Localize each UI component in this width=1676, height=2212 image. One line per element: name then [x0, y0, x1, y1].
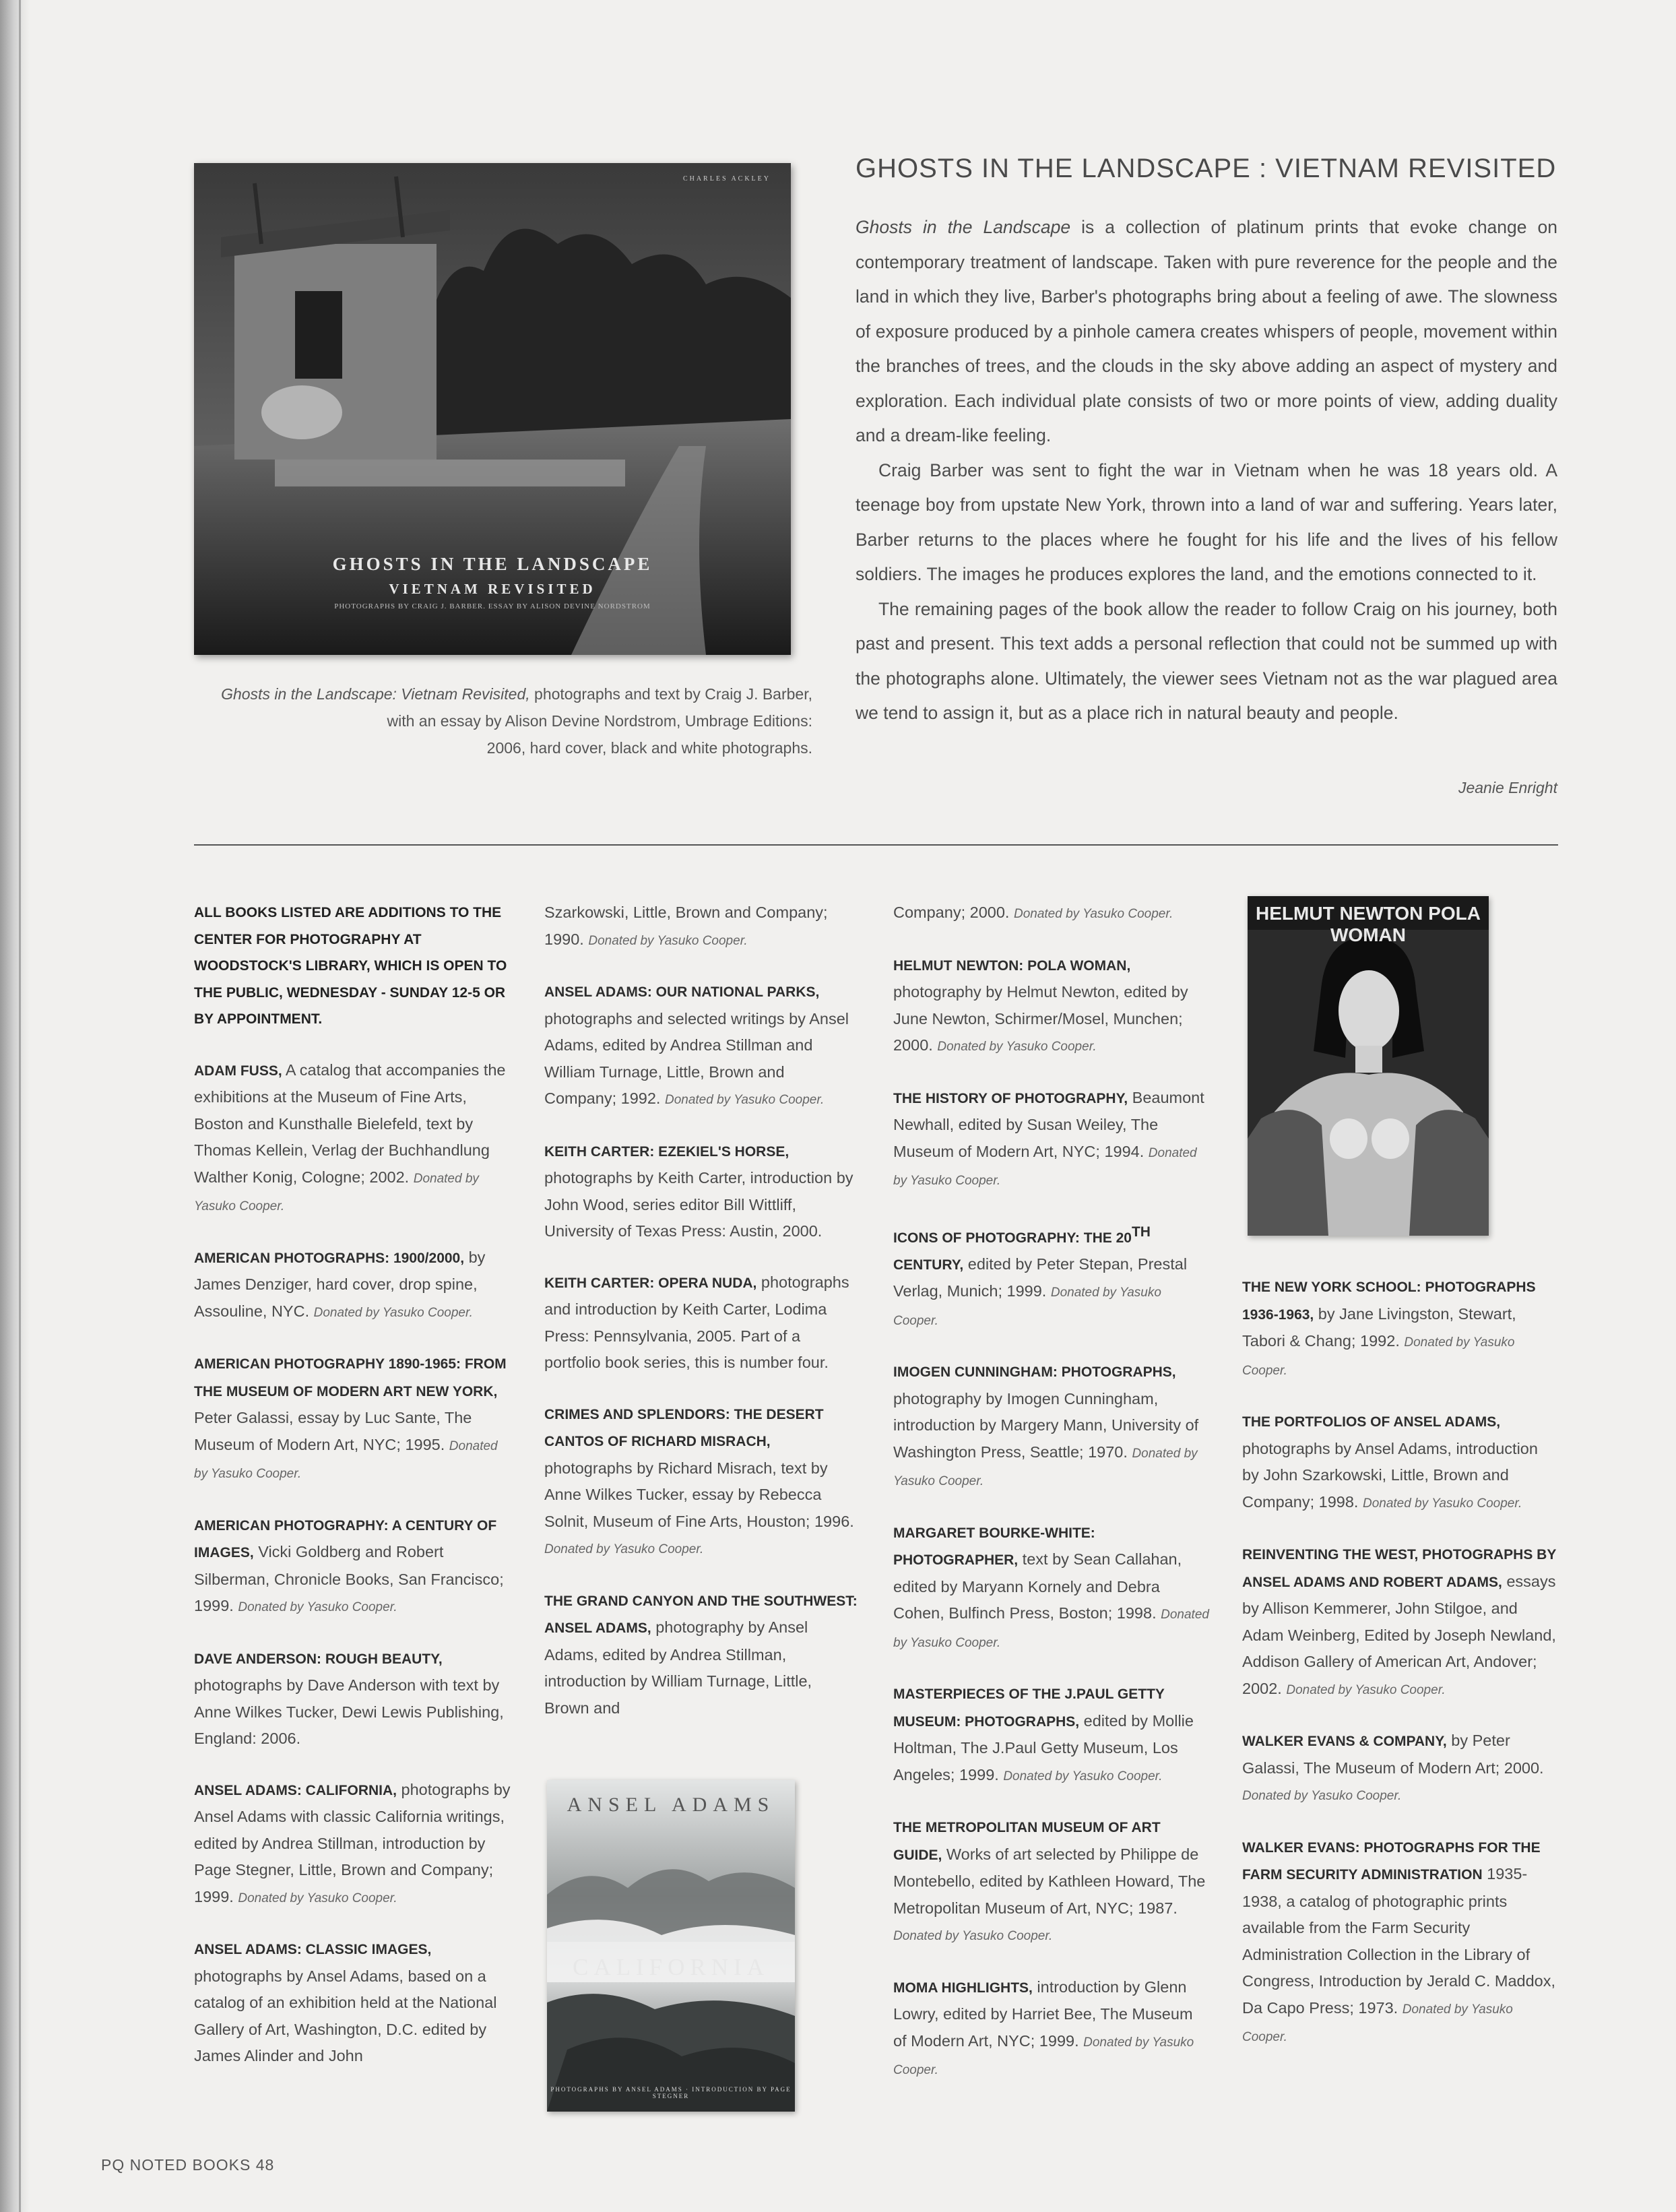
book-entry [1242, 1728, 1559, 1810]
books-column-1 [194, 899, 512, 2094]
caption-line1: photographs and text by Craig J. Barber, [529, 685, 812, 703]
book-title-superscript: TH [1131, 1224, 1151, 1240]
ghosts-book-cover-photo [194, 163, 791, 655]
book-entry [194, 1244, 512, 1327]
book-title: ANSEL ADAMS: OUR NATIONAL PARKS, [544, 984, 820, 1000]
caption-line3: 2006, hard cover, black and white photographs. [486, 739, 812, 757]
book-entry [1242, 1273, 1559, 1384]
donor-note: Donated by Yasuko Cooper. [1242, 2002, 1513, 2044]
cover-subtitle: VIETNAM REVISITED [389, 581, 596, 597]
book-entry [893, 952, 1210, 1061]
book-title: KEITH CARTER: OPERA NUDA, [544, 1275, 757, 1291]
california-cover-illustration [547, 1780, 795, 2112]
book-details: photographs by Ansel Adams with classic California writings, edited by Andrea Stillman, introduction by Page Stegner, Little, Brown and Company; 1999. [194, 1780, 511, 1905]
donor-note: Donated by Yasuko Cooper. [893, 1446, 1198, 1489]
donor-note: Donated by Yasuko Cooper. [893, 1929, 1053, 1944]
book-entry [544, 1587, 861, 1722]
book-title: MARGARET BOURKE-WHITE: PHOTOGRAPHER, [893, 1525, 1095, 1569]
book-title: MASTERPIECES OF THE J.PAUL GETTY MUSEUM: PHOTOGRAPHS, [893, 1686, 1165, 1730]
book-entry [893, 1219, 1210, 1335]
book-entry [194, 1936, 512, 2070]
book-entry [893, 1358, 1210, 1495]
book-entry [544, 978, 861, 1114]
book-title: KEITH CARTER: EZEKIEL'S HORSE, [544, 1143, 789, 1160]
section-divider [194, 844, 1558, 846]
book-entry [194, 1057, 512, 1220]
book-entry-continued [544, 899, 861, 954]
books-column-3 [893, 899, 1210, 2108]
book-title: ANSEL ADAMS: CALIFORNIA, [194, 1782, 397, 1798]
book-title: AMERICAN PHOTOGRAPHY 1890-1965: FROM THE MUSEUM OF MODERN ART NEW YORK, [194, 1356, 507, 1399]
book-title: HELMUT NEWTON: POLA WOMAN, [893, 957, 1131, 974]
book-entry [544, 1138, 861, 1245]
book-entry [893, 1974, 1210, 2084]
donor-note: Donated by Yasuko Cooper. [194, 1171, 479, 1213]
book-title: THE GRAND CANYON AND THE SOUTHWEST: ANSEL ADAMS, [544, 1593, 858, 1636]
book-details: photography by Helmut Newton, edited by June Newton, Schirmer/Mosel, Munchen; 2000. [893, 983, 1188, 1054]
book-details: Beaumont Newhall, edited by Susan Weiley, The Museum of Modern Art, NYC; 1994. [893, 1088, 1204, 1160]
book-details: photographs by Richard Misrach, text by Anne Wilkes Tucker, essay by Rebecca Solnit, Museum of Fine Arts, Houston; 1996. [544, 1459, 854, 1530]
book-details: by Peter Galassi, The Museum of Modern Art; 2000. [1242, 1732, 1544, 1777]
book-title: ANSEL ADAMS: CLASSIC IMAGES, [194, 1942, 432, 1957]
book-details: essays by Allison Kemmerer, John Stilgoe, and Adam Weinberg, Edited by Joseph Newland, Addison Gallery of American Art, Andover; 2002. [1242, 1572, 1556, 1697]
book-entry [1242, 1834, 1559, 2051]
donor-note: Donated by Yasuko Cooper. [1242, 1789, 1402, 1803]
book-title: THE PORTFOLIOS OF ANSEL ADAMS, [1242, 1414, 1501, 1430]
book-title: MOMA HIGHLIGHTS, [893, 1980, 1033, 1996]
book-title-end: CENTURY, [893, 1257, 964, 1273]
donor-note: Donated by Yasuko Cooper. [1362, 1496, 1522, 1511]
donor-note: Donated by Yasuko Cooper. [664, 1093, 825, 1107]
photo-caption [194, 681, 812, 761]
donor-note: Donated by Yasuko Cooper. [1286, 1682, 1446, 1697]
feature-article [856, 210, 1557, 731]
books-intro: ALL BOOKS LISTED ARE ADDITIONS TO THE CENTER FOR PHOTOGRAPHY AT WOODSTOCK'S LIBRARY, WHICH IS OPEN TO THE PUBLIC, WEDNESDAY - SUNDAY 12-5 OR BY APPOINTMENT. [194, 905, 507, 1027]
book-title: AMERICAN PHOTOGRAPHY: A CENTURY OF IMAGES, [194, 1517, 497, 1560]
caption-line2: with an essay by Alison Devine Nordstrom, Umbrage Editions: [387, 712, 812, 730]
book-details: by Jane Livingston, Stewart, Tabori & Chang; 1992. [1242, 1304, 1516, 1350]
book-entry [194, 1512, 512, 1621]
book-title: REINVENTING THE WEST, PHOTOGRAPHS BY ANSEL ADAMS AND ROBERT ADAMS, [1242, 1547, 1556, 1590]
ansel-adams-california-cover [547, 1780, 795, 2112]
feature-paragraph-1-text: is a collection of platinum prints that evoke change on contemporary treatment of landscape. Taken with pure reverence for the people and the land in which they live, Barber's photographs bring about a feeling of awe. The slowness of exposure produced by a pinhole camera creates whispers of people, movement within the branches of trees, and the clouds in the sky above adding an aspect of mystery and exploration. Each individual plate consists of two or more points of view, adding duality and a dream-like feeling. [856, 217, 1557, 445]
california-cover-credit: PHOTOGRAPHS BY ANSEL ADAMS · INTRODUCTION BY PAGE STEGNER [550, 2086, 792, 2099]
pola-cover-title: HELMUT NEWTON POLA WOMAN [1256, 903, 1481, 945]
donor-note: Donated by Yasuko Cooper. [313, 1305, 473, 1320]
book-title: IMOGEN CUNNINGHAM: PHOTOGRAPHS, [893, 1364, 1176, 1381]
feature-paragraph-2: Craig Barber was sent to fight the war in Vietnam when he was 18 years old. A teenage boy from upstate New York, thrown into a land of war and suffering. Years later, Barber returns to the places where he fought for his life and the lives of his fellow soldiers. The images he produces explores the land, and the emotions connected to it. [856, 460, 1557, 584]
feature-book-title: Ghosts in the Landscape [856, 217, 1071, 237]
cover-title: GHOSTS IN THE LANDSCAPE [332, 554, 653, 574]
book-entry [893, 1085, 1210, 1195]
book-details: photography by Imogen Cunningham, introduction by Margery Mann, University of Washington Press, Seattle; 1970. [893, 1389, 1199, 1461]
books-column-2 [544, 899, 861, 1746]
book-title: WALKER EVANS: PHOTOGRAPHS FOR THE FARM SECURITY ADMINISTRATION [1242, 1839, 1541, 1883]
donor-note: Donated by Yasuko Cooper. [238, 1891, 397, 1905]
book-title: WALKER EVANS & COMPANY, [1242, 1734, 1447, 1749]
book-title: AMERICAN PHOTOGRAPHS: 1900/2000, [194, 1250, 465, 1266]
book-entry [194, 1777, 512, 1912]
book-title: THE HISTORY OF PHOTOGRAPHY, [893, 1090, 1128, 1106]
donor-note: Donated by Yasuko Cooper. [238, 1600, 397, 1614]
book-title: CRIMES AND SPLENDORS: THE DESERT CANTOS OF RICHARD MISRACH, [544, 1406, 824, 1449]
donor-note: Donated by Yasuko Cooper. [1003, 1769, 1163, 1783]
page-footer: PQ NOTED BOOKS 48 [101, 2156, 275, 2174]
book-details: A catalog that accompanies the exhibitions at the Museum of Fine Arts, Boston and Kunsthalle Bielefeld, text by Thomas Kellein, Verlag der Buchhandlung Walther Konig, Cologne; 2002. [194, 1061, 506, 1186]
book-title: ADAM FUSS, [194, 1063, 282, 1079]
book-details: introduction by Glenn Lowry, edited by Harriet Bee, The Museum of Modern Art, NYC; 1999. [893, 1978, 1193, 2050]
feature-paragraph-1 [856, 210, 1557, 453]
book-details: edited by Mollie Holtman, The J.Paul Getty Museum, Los Angeles; 1999. [893, 1711, 1194, 1783]
book-entry [1242, 1408, 1559, 1517]
book-details: Vicki Goldberg and Robert Silberman, Chronicle Books, San Francisco; 1999. [194, 1543, 504, 1614]
book-title: THE METROPOLITAN MUSEUM OF ART GUIDE, [893, 1820, 1161, 1863]
donor-note: Donated by Yasuko Cooper. [1013, 907, 1173, 921]
donor-note: Donated by Yasuko Cooper. [893, 1608, 1209, 1650]
book-title: DAVE ANDERSON: ROUGH BEAUTY, [194, 1651, 443, 1667]
book-entry [544, 1401, 861, 1563]
book-details: 1935-1938, a catalog of photographic prints available from the Farm Security Administration Collection in the Library of Congress, Introduction by Jerald C. Maddox, Da Capo Press; 1973. [1242, 1865, 1556, 2017]
book-details: photographs by Dave Anderson with text by Anne Wilkes Tucker, Dewi Lewis Publishing, England: 2006. [194, 1676, 504, 1747]
book-details: photographs by Ansel Adams, introduction by John Szarkowski, Little, Brown and Company; 1998. [1242, 1439, 1538, 1511]
book-entry [194, 1350, 512, 1488]
book-details: photographs and selected writings by Ansel Adams, edited by Andrea Stillman and William Turnage, Little, Brown and Company; 1992. [544, 1009, 849, 1107]
book-title: ICONS OF PHOTOGRAPHY: THE 20 [893, 1230, 1132, 1246]
book-entry [893, 1680, 1210, 1790]
book-details: Works of art selected by Philippe de Montebello, edited by Kathleen Howard, The Metropolitan Museum of Art, NYC; 1987. [893, 1845, 1206, 1917]
book-details: photographs and introduction by Keith Carter, Lodima Press: Pennsylvania, 2005. Part of a portfolio book series, this is number four. [544, 1273, 849, 1371]
california-cover-author: ANSEL ADAMS [567, 1794, 775, 1816]
article-author: Jeanie Enright [1458, 779, 1557, 796]
cover-credit: PHOTOGRAPHS BY CRAIG J. BARBER. ESSAY BY ALISON DEVINE NORDSTROM [334, 602, 651, 610]
page-spine-shadow [0, 0, 30, 2212]
book-details: Szarkowski, Little, Brown and Company; 1990. [544, 904, 828, 948]
donor-note: Donated by Yasuko Cooper. [1242, 1335, 1515, 1378]
binding-line [19, 0, 21, 2212]
book-details: Peter Galassi, essay by Luc Sante, The Museum of Modern Art, NYC; 1995. [194, 1409, 472, 1453]
donor-note: Donated by Yasuko Cooper. [194, 1439, 498, 1481]
caption-book-title: Ghosts in the Landscape: Vietnam Revisited, [221, 685, 530, 703]
cover-top-text: CHARLES ACKLEY [682, 175, 771, 183]
donor-note: Donated by Yasuko Cooper. [893, 1286, 1161, 1328]
donor-note: Donated by Yasuko Cooper. [893, 1145, 1197, 1188]
book-entry [194, 1645, 512, 1752]
book-details: by James Denziger, hard cover, drop spine, Assouline, NYC. [194, 1248, 486, 1320]
book-details: photographs by Ansel Adams, based on a catalog of an exhibition held at the National Gallery of Art, Washington, D.C. edited by James Alinder and John [194, 1967, 497, 2064]
donor-note: Donated by Yasuko Cooper. [588, 933, 748, 948]
pola-woman-cover [1248, 896, 1489, 1236]
feature-paragraph-3: The remaining pages of the book allow the reader to follow Craig on his journey, both past and present. This text adds a personal reflection that could not be summed up with the photographs alone. Ultimately, the viewer sees Vietnam not as the war plagued area we tend to assign it, but as a place rich in natural beauty and people. [856, 598, 1557, 723]
book-entry [893, 1519, 1210, 1657]
pola-cover-illustration [1248, 896, 1489, 1236]
book-entry [893, 1814, 1210, 1950]
california-cover-title: CALIFORNIA [573, 1954, 769, 1980]
book-details: edited by Peter Stepan, Prestal Verlag, Munich; 1999. [893, 1255, 1188, 1300]
book-details: photography by Ansel Adams, edited by Andrea Stillman, introduction by William Turnage, Little, Brown and [544, 1618, 812, 1717]
book-entry [544, 1269, 861, 1377]
books-column-4 [1242, 1273, 1559, 2075]
donor-note: Donated by Yasuko Cooper. [893, 2035, 1194, 2078]
donor-note: Donated by Yasuko Cooper. [937, 1040, 1097, 1054]
book-details: text by Sean Callahan, edited by Maryann Kornely and Debra Cohen, Bulfinch Press, Boston; 1998. [893, 1550, 1182, 1622]
book-details: Company; 2000. [893, 904, 1014, 921]
book-details: photographs by Keith Carter, introduction by John Wood, series editor Bill Wittliff, University of Texas Press: Austin, 2000. [544, 1169, 853, 1240]
feature-title: GHOSTS IN THE LANDSCAPE : VIETNAM REVISITED [856, 154, 1557, 183]
book-title: THE NEW YORK SCHOOL: PHOTOGRAPHS 1936-1963, [1242, 1279, 1536, 1323]
book-entry [1242, 1541, 1559, 1703]
book-entry-continued [893, 899, 1210, 928]
donor-note: Donated by Yasuko Cooper. [544, 1542, 704, 1556]
